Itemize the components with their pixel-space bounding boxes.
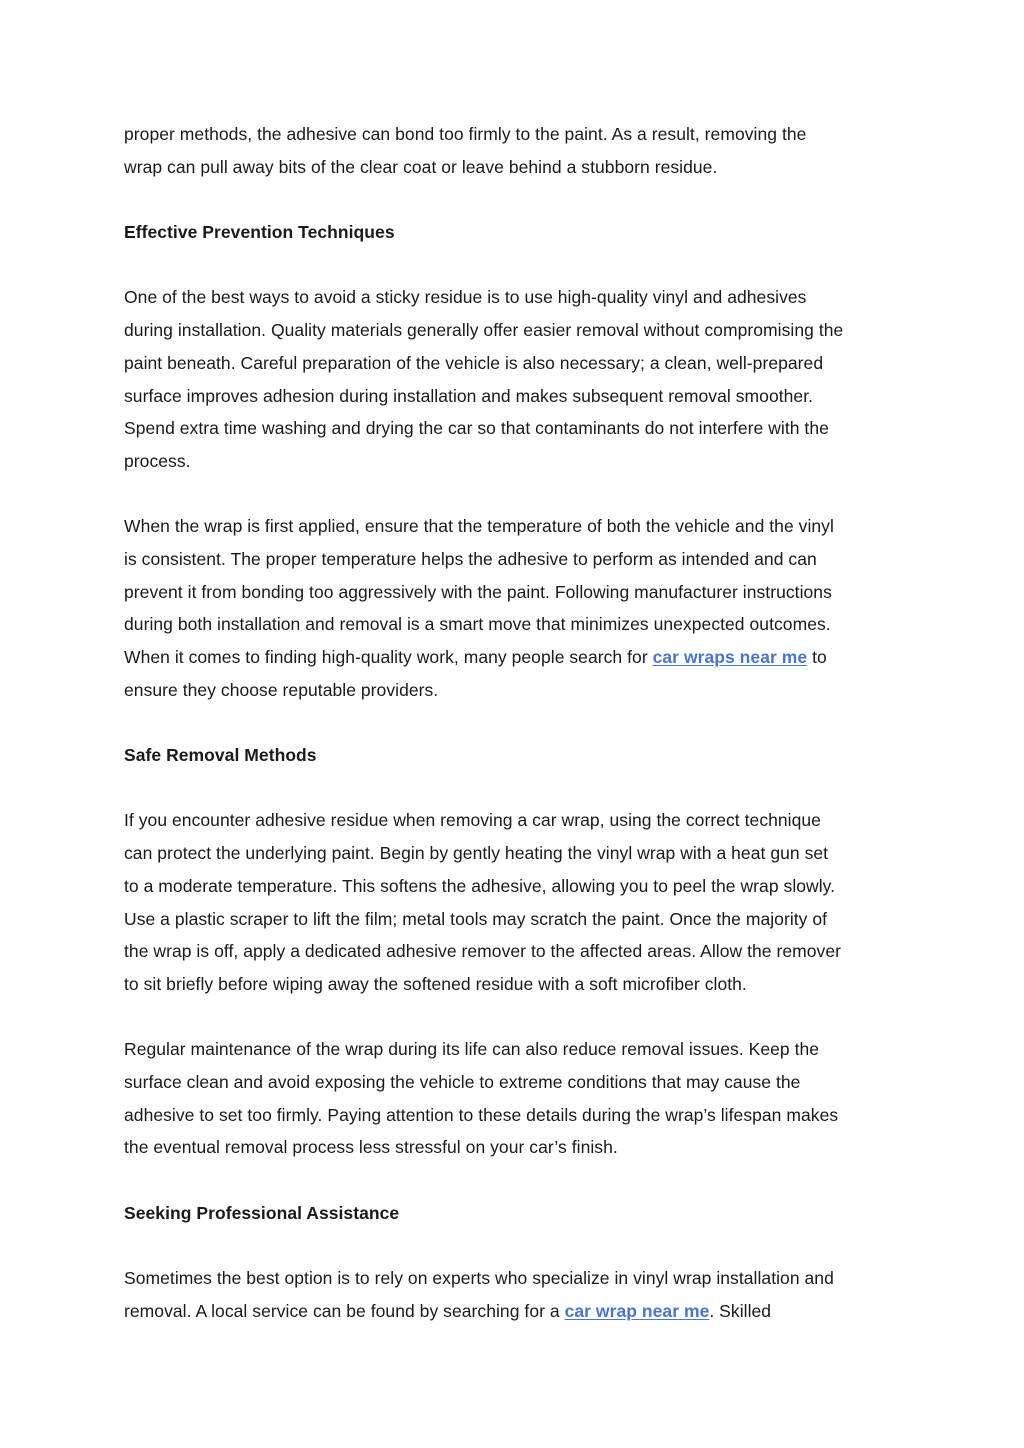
text-line: surface clean and avoid exposing the vehicle to extreme conditions that may cause the [124, 1071, 801, 1092]
intro-paragraph [124, 118, 914, 183]
heading-professional: Seeking Professional Assistance [124, 1202, 400, 1223]
removal-paragraph-1 [124, 804, 914, 1000]
paragraph-gap [124, 706, 914, 739]
text-line: the eventual removal process less stressful on your car’s finish. [124, 1137, 618, 1158]
document-page [124, 118, 914, 1327]
text-line: ensure they choose reputable providers. [124, 679, 439, 700]
text-line: during both installation and removal is a smart move that minimizes unexpected outcomes. [124, 614, 831, 635]
text-line: When the wrap is first applied, ensure that the temperature of both the vehicle and the vinyl [124, 516, 834, 537]
text-line: proper methods, the adhesive can bond too firmly to the paint. As a result, removing the [124, 124, 807, 144]
paragraph-gap [124, 1001, 914, 1034]
paragraph-gap [124, 1229, 914, 1262]
text-line: surface improves adhesion during installation and makes subsequent removal smoother. [124, 385, 814, 406]
text-line: Sometimes the best option is to rely on experts who specialize in vinyl wrap installation and [124, 1268, 834, 1289]
text-segment: When it comes to finding high-quality work, many people search for [124, 647, 653, 667]
text-line-with-link [124, 641, 914, 674]
text-line: Regular maintenance of the wrap during its life can also reduce removal issues. Keep the [124, 1039, 820, 1060]
paragraph-gap [124, 1164, 914, 1197]
text-line-with-link [124, 1295, 914, 1328]
text-segment: removal. A local service can be found by searching for a [124, 1300, 565, 1321]
heading-prevention: Effective Prevention Techniques [124, 222, 395, 243]
text-line: Spend extra time washing and drying the car so that contaminants do not interfere with the [124, 418, 829, 439]
text-line: adhesive to set too firmly. Paying attention to these details during the wrap’s lifespan makes [124, 1104, 839, 1125]
text-line: wrap can pull away bits of the clear coat or leave behind a stubborn residue. [124, 156, 718, 177]
text-line: during installation. Quality materials generally offer easier removal without compromising the [124, 320, 844, 341]
text-line: Use a plastic scraper to lift the film; metal tools may scratch the paint. Once the majority of [124, 908, 828, 929]
car-wraps-near-me-link[interactable]: car wraps near me [652, 647, 808, 667]
paragraph-gap [124, 249, 914, 282]
text-line: paint beneath. Careful preparation of the vehicle is also necessary; a clean, well-prepared [124, 352, 824, 373]
text-line: to a moderate temperature. This softens the adhesive, allowing you to peel the wrap slowly. [124, 875, 836, 896]
paragraph-gap [124, 772, 914, 805]
text-line: can protect the underlying paint. Begin by gently heating the vinyl wrap with a heat gun set [124, 843, 829, 864]
text-line: process. [124, 450, 191, 471]
paragraph-gap [124, 183, 914, 216]
removal-paragraph-2 [124, 1033, 914, 1164]
heading-removal: Safe Removal Methods [124, 745, 317, 766]
text-segment: . Skilled [709, 1300, 772, 1321]
text-line: If you encounter adhesive residue when removing a car wrap, using the correct technique [124, 810, 821, 831]
text-line: to sit briefly before wiping away the softened residue with a soft microfiber cloth. [124, 973, 747, 994]
text-line: the wrap is off, apply a dedicated adhesive remover to the affected areas. Allow the remover [124, 941, 841, 962]
prevention-paragraph-2 [124, 510, 914, 706]
text-line: is consistent. The proper temperature helps the adhesive to perform as intended and can [124, 548, 817, 569]
car-wrap-near-me-link[interactable]: car wrap near me [564, 1300, 710, 1321]
text-line: One of the best ways to avoid a sticky residue is to use high-quality vinyl and adhesives [124, 287, 807, 308]
prevention-paragraph-1 [124, 281, 914, 477]
text-segment: to [807, 647, 827, 667]
paragraph-gap [124, 478, 914, 511]
text-line: prevent it from bonding too aggressively with the paint. Following manufacturer instructions [124, 581, 832, 602]
professional-paragraph-1 [124, 1262, 914, 1327]
